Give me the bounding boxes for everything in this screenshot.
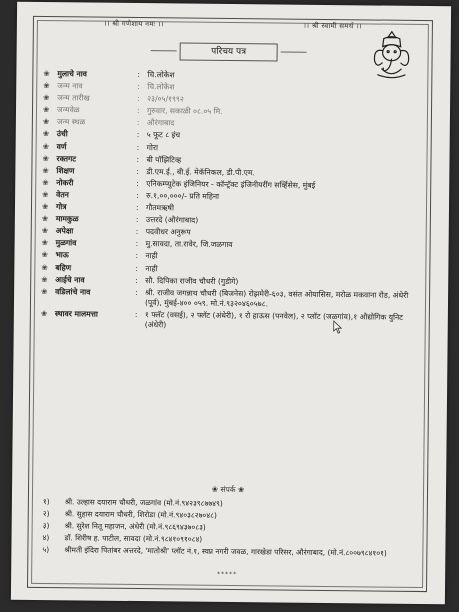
detail-separator: : <box>136 178 139 188</box>
contact-text: श्रीमती इंदिरा पितांबर अत्तरदे, 'मातोश्री' प्लॉट नं.१, स्वप्न नगरी जवळ, गारखेडा परिसर, औरंगाबाद, (मो.नं.८००७९८४१०१) <box>64 545 387 558</box>
detail-label: जन्म नाव <box>57 81 83 91</box>
detail-label: नोकरी <box>56 178 74 188</box>
detail-value: नाही <box>145 251 158 261</box>
contact-number: १) <box>42 497 50 507</box>
detail-value: १ फ्लॅट (वसई), २ फ्लॅट (अंधेरी), १ रो हाऊस (पनवेल), २ प्लॉट (जळगांव),१ औद्योगिक युनिट (अंधेरी) <box>144 309 404 330</box>
detail-value: पदवीधर अनुरूप <box>145 227 191 237</box>
star-bullet-icon: ❀ <box>41 250 48 260</box>
detail-label: मुळगांव <box>55 238 77 248</box>
contact-number: ३) <box>42 521 50 531</box>
star-bullet-icon: ❀ <box>41 262 48 272</box>
detail-separator: : <box>134 309 138 319</box>
detail-label: बहिण <box>55 262 72 272</box>
detail-separator: : <box>135 287 138 297</box>
document-sheet <box>11 2 451 605</box>
star-bullet-icon: ❀ <box>42 105 50 115</box>
star-bullet-icon: ❀ <box>41 214 49 224</box>
detail-value: चि.लोकेश <box>147 82 175 92</box>
detail-label: वेतन <box>56 190 69 200</box>
contact-number: ५) <box>42 545 50 555</box>
detail-separator: : <box>137 70 140 80</box>
star-bullet-icon: ❀ <box>43 69 50 79</box>
left-invocation: ।। श्री गणेशाय नमः ।। <box>103 19 164 29</box>
detail-value: उत्तरदे (औरंगाबाद) <box>145 215 199 225</box>
detail-value: श्री. राजीव जगन्नाथ चौधरी (बिजनेस) रोझमेरी-६०३, वसंत ओयासिस, मरोळ मकवाना रोड, अंधेरी (पूर्व), मुंबई-४०० ०५९. मो.नं.९३२०४६०५७८. <box>144 287 409 309</box>
detail-label: वडिलांचे नाव <box>55 286 91 297</box>
detail-separator: : <box>135 239 139 249</box>
star-bullet-icon: ❀ <box>41 274 48 284</box>
detail-value: रु.१,००,०००/- प्रति महिना <box>146 191 220 201</box>
detail-value: औरंगाबाद <box>146 118 175 128</box>
detail-separator: : <box>135 275 138 285</box>
detail-label: स्थावर मालमत्ता <box>54 308 98 319</box>
right-invocation: ।। श्री स्वामी समर्थ ।। <box>303 21 363 31</box>
star-bullet-icon: ❀ <box>41 286 48 296</box>
detail-separator: : <box>135 215 139 225</box>
contacts-list <box>42 497 415 561</box>
detail-value: डी.एम.ई., बी.ई. मेकॅनिकल, डी.पी.एम. <box>146 166 255 177</box>
detail-label: अपेक्षा <box>55 226 74 236</box>
detail-row <box>41 287 417 311</box>
detail-label: मुलाचे नाव <box>57 69 87 79</box>
detail-separator: : <box>137 82 140 92</box>
star-bullet-icon: ❀ <box>42 153 49 163</box>
detail-label: भाऊ <box>55 250 69 260</box>
detail-value: एनिकम्प्युटेक इंजिनियर - कॉन्ट्रॅक्ट इंजिनीयरींग सर्व्हिसेस, मुंबई <box>146 178 316 190</box>
detail-label: गोत्र <box>55 202 67 212</box>
contact-text: श्री. उल्हास दयाराम चौधरी, जळगांव (मो.नं.९४२३९८७७४९) <box>64 497 223 508</box>
detail-separator: : <box>136 166 139 176</box>
detail-label: मामकुळ <box>55 214 79 224</box>
footer-stars: ***** <box>217 570 238 579</box>
star-bullet-icon: ❀ <box>43 93 50 103</box>
star-bullet-icon: ❀ <box>41 202 49 212</box>
contact-item <box>42 545 414 559</box>
detail-separator: : <box>135 203 139 213</box>
detail-label: जन्म तारीख <box>57 93 90 103</box>
detail-separator: : <box>135 227 139 237</box>
detail-separator: : <box>136 106 140 116</box>
star-bullet-icon: ❀ <box>42 141 50 151</box>
detail-value: सौ. दिपिका राजीव चौधरी (गुडीगे) <box>145 275 239 286</box>
detail-separator: : <box>136 190 139 200</box>
detail-separator: : <box>136 118 140 128</box>
contact-text: श्री. सुरेश नितू महाजन, अंधेरी (मो.नं.९८६९४३७०८३) <box>64 521 206 532</box>
contact-number: २) <box>42 509 50 519</box>
page-border <box>27 16 433 592</box>
star-bullet-icon: ❀ <box>40 308 48 318</box>
detail-value: गुरुवार, सकाळी ०८.०५ मि. <box>146 106 223 117</box>
detail-label: जन्म स्थळ <box>56 117 86 127</box>
detail-label: शिक्षण <box>56 165 75 176</box>
star-bullet-icon: ❀ <box>43 81 50 91</box>
detail-value: बी पॉझिटिव्ह <box>146 154 182 165</box>
star-bullet-icon: ❀ <box>42 117 50 127</box>
detail-separator: : <box>136 154 140 164</box>
detail-separator: : <box>135 251 139 261</box>
document-title: परिचय पत्र <box>180 42 278 61</box>
detail-label: उंची <box>56 129 68 139</box>
contacts-heading: ❀ संपर्क ❀ <box>211 484 245 495</box>
detail-label: जन्मवेळ <box>56 105 80 115</box>
star-bullet-icon: ❀ <box>41 238 49 248</box>
detail-separator: : <box>136 142 140 152</box>
contact-number: ४) <box>42 533 50 543</box>
detail-value: नाही <box>145 263 158 273</box>
detail-label: रक्तगट <box>56 153 77 164</box>
star-bullet-icon: ❀ <box>42 129 50 139</box>
detail-value: ५ फूट ८ इंच <box>146 130 181 140</box>
profile-details <box>41 69 420 335</box>
detail-value: मु.सावदा, ता.रावेर, जि.जळगाव <box>145 239 233 250</box>
detail-row <box>41 309 417 333</box>
mouse-cursor-icon <box>333 320 343 334</box>
star-bullet-icon: ❀ <box>42 189 49 200</box>
detail-separator: : <box>137 94 140 104</box>
contact-text: श्री. सुहास दयाराम चौधरी, शिरोडा (मो.नं.९४०३८२७०४८) <box>64 509 217 520</box>
detail-label: आईचे नाव <box>55 274 85 285</box>
detail-label: वर्ण <box>56 141 67 151</box>
star-bullet-icon: ❀ <box>41 226 49 236</box>
star-bullet-icon: ❀ <box>42 165 49 175</box>
detail-separator: : <box>135 263 138 273</box>
star-bullet-icon: ❀ <box>42 177 49 187</box>
detail-value: गोरा <box>146 142 159 152</box>
detail-separator: : <box>136 130 140 140</box>
detail-value: चि.लोकेश <box>147 70 175 80</box>
detail-value: गौतमऋषी <box>145 203 174 213</box>
detail-value: २३/०५/१९९२ <box>147 94 184 104</box>
contact-text: डॉ. शिरीष ह. पाटील, सावदा (मो.नं.९८४१०९१०८४) <box>64 533 203 544</box>
